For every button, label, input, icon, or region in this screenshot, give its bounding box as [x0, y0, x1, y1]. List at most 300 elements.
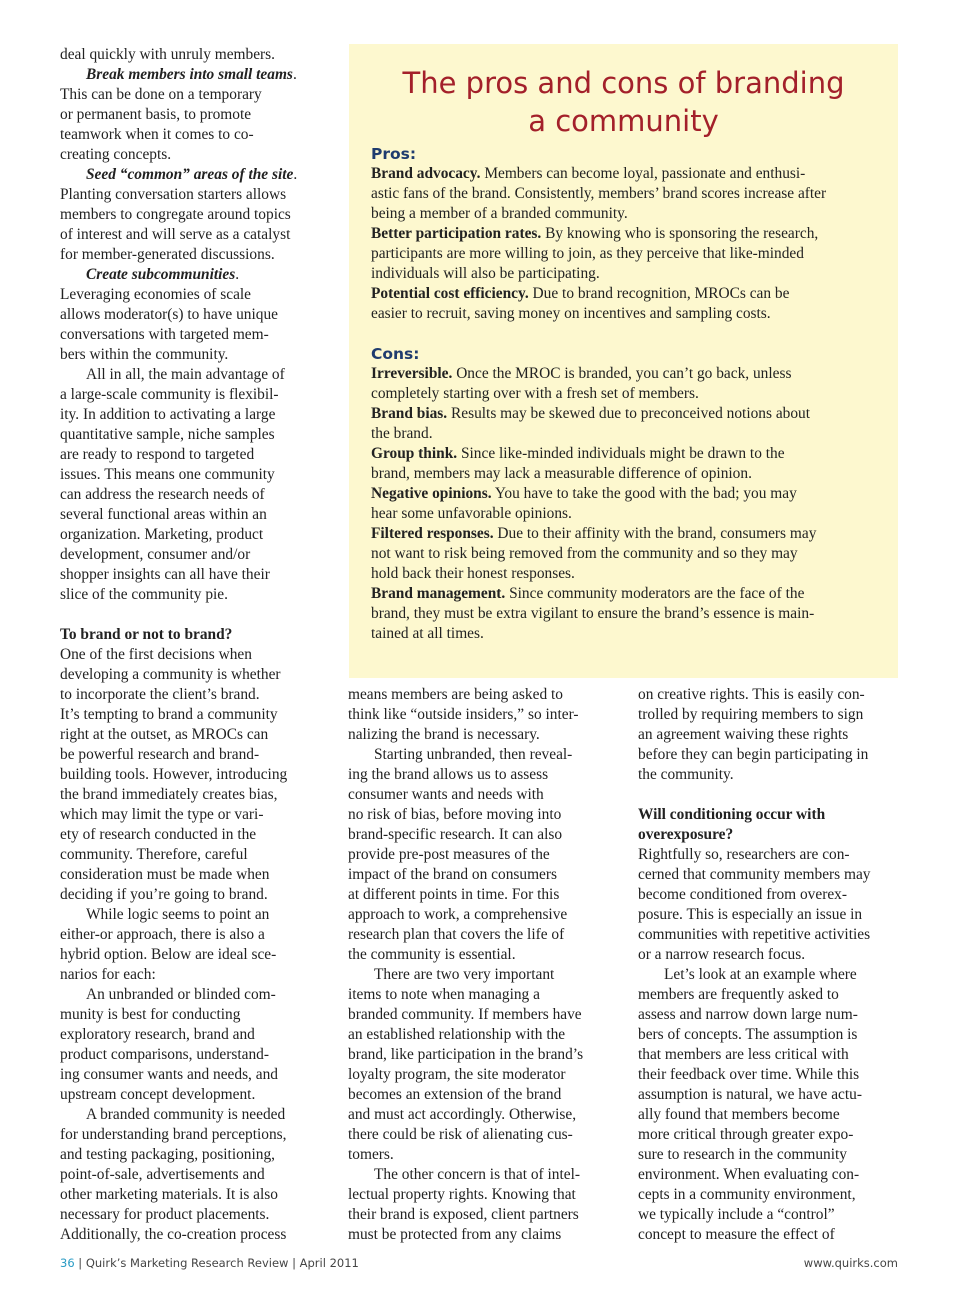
inline-bold: Filtered responses. [371, 525, 494, 542]
text-line [60, 705, 322, 725]
line-text: ing consumer wants and needs, and [60, 1066, 278, 1083]
line-text: point-of-sale, advertisements and [60, 1166, 265, 1183]
text-line [348, 965, 610, 985]
cons-heading: Cons: [371, 345, 420, 363]
line-text: All in all, the main advantage of [86, 366, 285, 383]
text-line [60, 425, 322, 445]
line-text: or a narrow research focus. [638, 946, 806, 963]
line-text: deal quickly with unruly members. [60, 46, 275, 63]
paragraph-gap [638, 785, 900, 805]
line-text: environment. When evaluating con- [638, 1166, 860, 1183]
text-line [371, 504, 891, 524]
text-line [60, 1185, 322, 1205]
line-text: Starting unbranded, then reveal- [374, 746, 573, 763]
text-line [371, 384, 891, 404]
text-line [60, 725, 322, 745]
text-line [60, 385, 322, 405]
text-line [348, 725, 610, 745]
line-text: to incorporate the client’s brand. [60, 686, 260, 703]
text-line [348, 1005, 610, 1025]
text-line [60, 765, 322, 785]
line-text: brand, they must be extra vigilant to ensure the brand’s essence is main- [371, 605, 815, 622]
text-line [371, 284, 891, 304]
text-line [348, 1165, 610, 1185]
website-url: www.quirks.com [803, 1256, 898, 1270]
inline-bold: Negative opinions. [371, 485, 492, 502]
line-text: easier to recruit, saving money on incentives and sampling costs. [371, 305, 771, 322]
sidebar-title-line: a community [528, 104, 719, 138]
text-line [60, 745, 322, 765]
text-line [638, 925, 900, 945]
line-text: It’s tempting to brand a community [60, 706, 278, 723]
text-line [60, 845, 322, 865]
text-line [60, 1145, 322, 1165]
text-line [60, 245, 322, 265]
inline-bold: Brand advocacy. [371, 165, 481, 182]
text-line [60, 205, 322, 225]
line-text: become conditioned from overex- [638, 886, 847, 903]
text-line [60, 925, 322, 945]
line-text: issues. This means one community [60, 466, 275, 483]
line-text: A branded community is needed [86, 1106, 286, 1123]
text-line [60, 985, 322, 1005]
text-line [638, 1105, 900, 1125]
line-text: the brand. [371, 425, 433, 442]
line-text: either-or approach, there is also a [60, 926, 265, 943]
line-text: cepts in a community environment, [638, 1186, 856, 1203]
text-line [348, 1185, 610, 1205]
text-line [60, 905, 322, 925]
text-line [60, 505, 322, 525]
text-line [638, 1025, 900, 1045]
line-text: Rightfully so, researchers are con- [638, 846, 850, 863]
text-line [348, 1145, 610, 1165]
text-line [60, 65, 322, 85]
line-text: hear some unfavorable opinions. [371, 505, 572, 522]
line-text: Results may be skewed due to preconceived notions about [447, 405, 811, 422]
line-text: before they can begin participating in [638, 746, 869, 763]
line-text: their feedback over time. While this [638, 1066, 860, 1083]
line-text: not want to risk being removed from the community and so they may [371, 545, 798, 562]
line-text: assess and narrow down large num- [638, 1006, 858, 1023]
line-text: By knowing who is sponsoring the research, [541, 225, 819, 242]
inline-bold-italic: Seed “common” areas of the site [86, 166, 294, 183]
text-line [348, 1105, 610, 1125]
text-line [348, 985, 610, 1005]
cons-list [371, 364, 891, 644]
line-text: are ready to respond to targeted [60, 446, 255, 463]
line-text: can address the research needs of [60, 486, 265, 503]
line-text: This can be done on a temporary [60, 86, 262, 103]
text-line [60, 825, 322, 845]
text-line [371, 244, 891, 264]
text-line [60, 325, 322, 345]
line-text: more critical through greater expo- [638, 1126, 854, 1143]
inline-bold: Brand management. [371, 585, 506, 602]
line-text: exploratory research, brand and [60, 1026, 255, 1043]
line-text: must be protected from any claims [348, 1226, 562, 1243]
inline-bold: Will conditioning occur with [638, 806, 826, 823]
text-line [60, 785, 322, 805]
line-text: hold back their honest responses. [371, 565, 575, 582]
line-text: bers of concepts. The assumption is [638, 1026, 858, 1043]
line-text: Planting conversation starters allows [60, 186, 287, 203]
line-text: The other concern is that of intel- [374, 1166, 580, 1183]
line-text: members to congregate around topics [60, 206, 291, 223]
text-line [60, 945, 322, 965]
text-line [60, 965, 322, 985]
line-text: While logic seems to point an [86, 906, 270, 923]
text-line [638, 1205, 900, 1225]
inline-bold: Irreversible. [371, 365, 453, 382]
pros-heading: Pros: [371, 145, 417, 163]
line-text: of interest and will serve as a catalyst [60, 226, 291, 243]
paragraph-gap [60, 605, 322, 625]
line-text: necessary for product placements. [60, 1206, 270, 1223]
text-line [348, 1065, 610, 1085]
text-line [60, 685, 322, 705]
inline-bold: Potential cost efficiency. [371, 285, 529, 302]
line-text: upstream concept development. [60, 1086, 256, 1103]
line-text: Due to brand recognition, MROCs can be [528, 285, 790, 302]
article-column-1 [60, 45, 322, 1245]
text-line [348, 765, 610, 785]
line-text: . [235, 266, 240, 283]
text-line [348, 905, 610, 925]
text-line [348, 1225, 610, 1245]
sidebar-title-line: The pros and cons of branding [402, 66, 845, 100]
line-text: approach to work, a comprehensive [348, 906, 568, 923]
text-line [638, 1085, 900, 1105]
text-line [60, 545, 322, 565]
line-text: and must act accordingly. Otherwise, [348, 1106, 577, 1123]
text-line [60, 105, 322, 125]
text-line [638, 985, 900, 1005]
line-text: participants are more willing to join, as they perceive that like-minded [371, 245, 804, 262]
line-text: provide pre-post measures of the [348, 846, 550, 863]
line-text: munity is best for conducting [60, 1006, 241, 1023]
text-line [60, 85, 322, 105]
line-text: You have to take the good with the bad; you may [491, 485, 797, 502]
line-text: research plan that covers the life of [348, 926, 565, 943]
text-line [60, 665, 322, 685]
text-line [638, 845, 900, 865]
text-line [60, 345, 322, 365]
text-line [348, 1085, 610, 1105]
line-text: consumer wants and needs with [348, 786, 544, 803]
line-text: Since like-minded individuals might be drawn to the [457, 445, 785, 462]
line-text: organization. Marketing, product [60, 526, 264, 543]
line-text: deciding if you’re going to brand. [60, 886, 268, 903]
text-line [638, 1045, 900, 1065]
text-line [60, 125, 322, 145]
line-text: individuals will also be participating. [371, 265, 600, 282]
text-line [638, 1185, 900, 1205]
line-text: communities with repetitive activities [638, 926, 871, 943]
text-line [638, 745, 900, 765]
inline-bold: Brand bias. [371, 405, 448, 422]
text-line [348, 1125, 610, 1145]
text-line [60, 1165, 322, 1185]
line-text: their brand is exposed, client partners [348, 1206, 579, 1223]
text-line [348, 745, 610, 765]
text-line [638, 865, 900, 885]
text-line [638, 945, 900, 965]
line-text: brand-specific research. It can also [348, 826, 563, 843]
page-number: 36 [60, 1256, 75, 1270]
publication-info: | Quirk’s Marketing Research Review | April 2011 [74, 1256, 359, 1270]
line-text: ing the brand allows us to assess [348, 766, 549, 783]
line-text: An unbranded or blinded com- [86, 986, 276, 1003]
line-text: ally found that members become [638, 1106, 840, 1123]
line-text: the brand immediately creates bias, [60, 786, 278, 803]
text-line [371, 624, 891, 644]
line-text: concept to measure the effect of [638, 1226, 835, 1243]
line-text: the community is essential. [348, 946, 516, 963]
text-line [348, 1025, 610, 1045]
line-text: Once the MROC is branded, you can’t go back, unless [452, 365, 792, 382]
text-line [348, 785, 610, 805]
line-text: we typically include a “control” [638, 1206, 835, 1223]
text-line [60, 1125, 322, 1145]
text-line [60, 865, 322, 885]
text-line [371, 364, 891, 384]
line-text: creating concepts. [60, 146, 172, 163]
text-line [348, 885, 610, 905]
text-line [60, 1205, 322, 1225]
text-line [638, 725, 900, 745]
text-line [60, 1085, 322, 1105]
line-text: tained at all times. [371, 625, 484, 642]
line-text: being a member of a branded community. [371, 205, 628, 222]
line-text: for understanding brand perceptions, [60, 1126, 287, 1143]
text-line [60, 885, 322, 905]
text-line [638, 1225, 900, 1245]
line-text: tomers. [348, 1146, 394, 1163]
text-line [371, 304, 891, 324]
text-line [371, 524, 891, 544]
text-line [60, 485, 322, 505]
line-text: . [293, 166, 298, 183]
line-text: means members are being asked to [348, 686, 563, 703]
line-text: brand, like participation in the brand’s [348, 1046, 584, 1063]
text-line [348, 825, 610, 845]
line-text: becomes an extension of the brand [348, 1086, 562, 1103]
line-text: branded community. If members have [348, 1006, 582, 1023]
line-text: the community. [638, 766, 734, 783]
text-line [60, 1045, 322, 1065]
line-text: narios for each: [60, 966, 156, 983]
text-line [371, 604, 891, 624]
line-text: at different points in time. For this [348, 886, 560, 903]
line-text: ity. In addition to activating a large [60, 406, 276, 423]
text-line [60, 1105, 322, 1125]
text-line [371, 544, 891, 564]
line-text: several functional areas within an [60, 506, 267, 523]
line-text: an established relationship with the [348, 1026, 566, 1043]
text-line [638, 885, 900, 905]
text-line [638, 905, 900, 925]
inline-bold: Better participation rates. [371, 225, 542, 242]
text-line [348, 925, 610, 945]
text-line [371, 464, 891, 484]
text-line [348, 845, 610, 865]
inline-bold: Group think. [371, 445, 458, 462]
pros-list [371, 164, 891, 324]
text-line [60, 805, 322, 825]
line-text: quantitative sample, niche samples [60, 426, 275, 443]
text-line [60, 185, 322, 205]
text-line [60, 1065, 322, 1085]
line-text: cerned that community members may [638, 866, 871, 883]
inline-bold: overexposure? [638, 826, 734, 843]
sidebar-title [349, 64, 898, 140]
line-text: Additionally, the co-creation process [60, 1226, 287, 1243]
line-text: teamwork when it comes to co- [60, 126, 254, 143]
text-line [60, 565, 322, 585]
text-line [371, 484, 891, 504]
text-line [638, 805, 900, 825]
line-text: community. Therefore, careful [60, 846, 248, 863]
line-text: and testing packaging, positioning, [60, 1146, 276, 1163]
line-text: slice of the community pie. [60, 586, 228, 603]
text-line [60, 285, 322, 305]
line-text: completely starting over with a fresh set of members. [371, 385, 699, 402]
inline-bold-italic: Create subcommunities [86, 266, 236, 283]
line-text: allows moderator(s) to have unique [60, 306, 278, 323]
text-line [371, 224, 891, 244]
line-text: sure to research in the community [638, 1146, 847, 1163]
line-text: for member-generated discussions. [60, 246, 275, 263]
sidebar-box [349, 44, 898, 678]
text-line [60, 445, 322, 465]
line-text: assumption is natural, we have actu- [638, 1086, 862, 1103]
line-text: items to note when managing a [348, 986, 540, 1003]
line-text: consideration must be made when [60, 866, 270, 883]
line-text: Members can become loyal, passionate and enthusi- [480, 165, 806, 182]
line-text: Leveraging economies of scale [60, 286, 252, 303]
line-text: which may limit the type or vari- [60, 806, 264, 823]
line-text: ety of research conducted in the [60, 826, 257, 843]
line-text: product comparisons, understand- [60, 1046, 270, 1063]
text-line [60, 365, 322, 385]
text-line [348, 945, 610, 965]
line-text: Due to their affinity with the brand, consumers may [493, 525, 817, 542]
text-line [638, 705, 900, 725]
text-line [60, 225, 322, 245]
text-line [638, 825, 900, 845]
text-line [371, 164, 891, 184]
line-text: a large-scale community is flexibil- [60, 386, 279, 403]
line-text: There are two very important [374, 966, 555, 983]
line-text: astic fans of the brand. Consistently, members’ brand scores increase after [371, 185, 827, 202]
line-text: bers within the community. [60, 346, 229, 363]
line-text: brand, members may lack a measurable difference of opinion. [371, 465, 752, 482]
text-line [60, 145, 322, 165]
line-text: development, consumer and/or [60, 546, 251, 563]
text-line [638, 765, 900, 785]
page-footer [60, 1256, 898, 1274]
text-line [60, 165, 322, 185]
line-text: be powerful research and brand- [60, 746, 260, 763]
text-line [60, 645, 322, 665]
line-text: building tools. However, introducing [60, 766, 288, 783]
line-text: there could be risk of alienating cus- [348, 1126, 573, 1143]
text-line [60, 1025, 322, 1045]
article-column-2 [348, 685, 610, 1245]
line-text: shopper insights can all have their [60, 566, 270, 583]
text-line [348, 805, 610, 825]
line-text: One of the first decisions when [60, 646, 252, 663]
text-line [638, 1145, 900, 1165]
line-text: other marketing materials. It is also [60, 1186, 278, 1203]
text-line [371, 184, 891, 204]
line-text: impact of the brand on consumers [348, 866, 557, 883]
line-text: hybrid option. Below are ideal sce- [60, 946, 277, 963]
line-text: Since community moderators are the face of the [505, 585, 805, 602]
line-text: trolled by requiring members to sign [638, 706, 864, 723]
text-line [348, 1205, 610, 1225]
line-text: conversations with targeted mem- [60, 326, 269, 343]
text-line [60, 465, 322, 485]
text-line [348, 705, 610, 725]
line-text: on creative rights. This is easily con- [638, 686, 865, 703]
line-text: no risk of bias, before moving into [348, 806, 562, 823]
text-line [348, 865, 610, 885]
text-line [638, 1005, 900, 1025]
text-line [371, 564, 891, 584]
inline-bold: To brand or not to brand? [60, 626, 233, 643]
line-text: members are frequently asked to [638, 986, 839, 1003]
text-line [638, 685, 900, 705]
line-text: nalizing the brand is necessary. [348, 726, 540, 743]
text-line [60, 525, 322, 545]
text-line [638, 965, 900, 985]
text-line [348, 685, 610, 705]
text-line [60, 265, 322, 285]
line-text: developing a community is whether [60, 666, 281, 683]
text-line [638, 1065, 900, 1085]
inline-bold-italic: Break members into small teams [86, 66, 293, 83]
line-text: right at the outset, as MROCs can [60, 726, 269, 743]
text-line [60, 1005, 322, 1025]
article-column-3 [638, 685, 900, 1245]
text-line [371, 204, 891, 224]
line-text: . [292, 66, 297, 83]
line-text: that members are less critical with [638, 1046, 849, 1063]
text-line [371, 424, 891, 444]
text-line [60, 405, 322, 425]
line-text: loyalty program, the site moderator [348, 1066, 566, 1083]
line-text: or permanent basis, to promote [60, 106, 252, 123]
text-line [60, 1225, 322, 1245]
text-line [60, 625, 322, 645]
text-line [60, 585, 322, 605]
text-line [60, 45, 322, 65]
text-line [638, 1165, 900, 1185]
text-line [60, 305, 322, 325]
text-line [348, 1045, 610, 1065]
line-text: think like “outside insiders,” so inter- [348, 706, 579, 723]
text-line [638, 1125, 900, 1145]
text-line [371, 584, 891, 604]
line-text: posure. This is especially an issue in [638, 906, 863, 923]
text-line [371, 404, 891, 424]
text-line [371, 264, 891, 284]
text-line [371, 444, 891, 464]
line-text: an agreement waiving these rights [638, 726, 849, 743]
line-text: Let’s look at an example where [664, 966, 857, 983]
